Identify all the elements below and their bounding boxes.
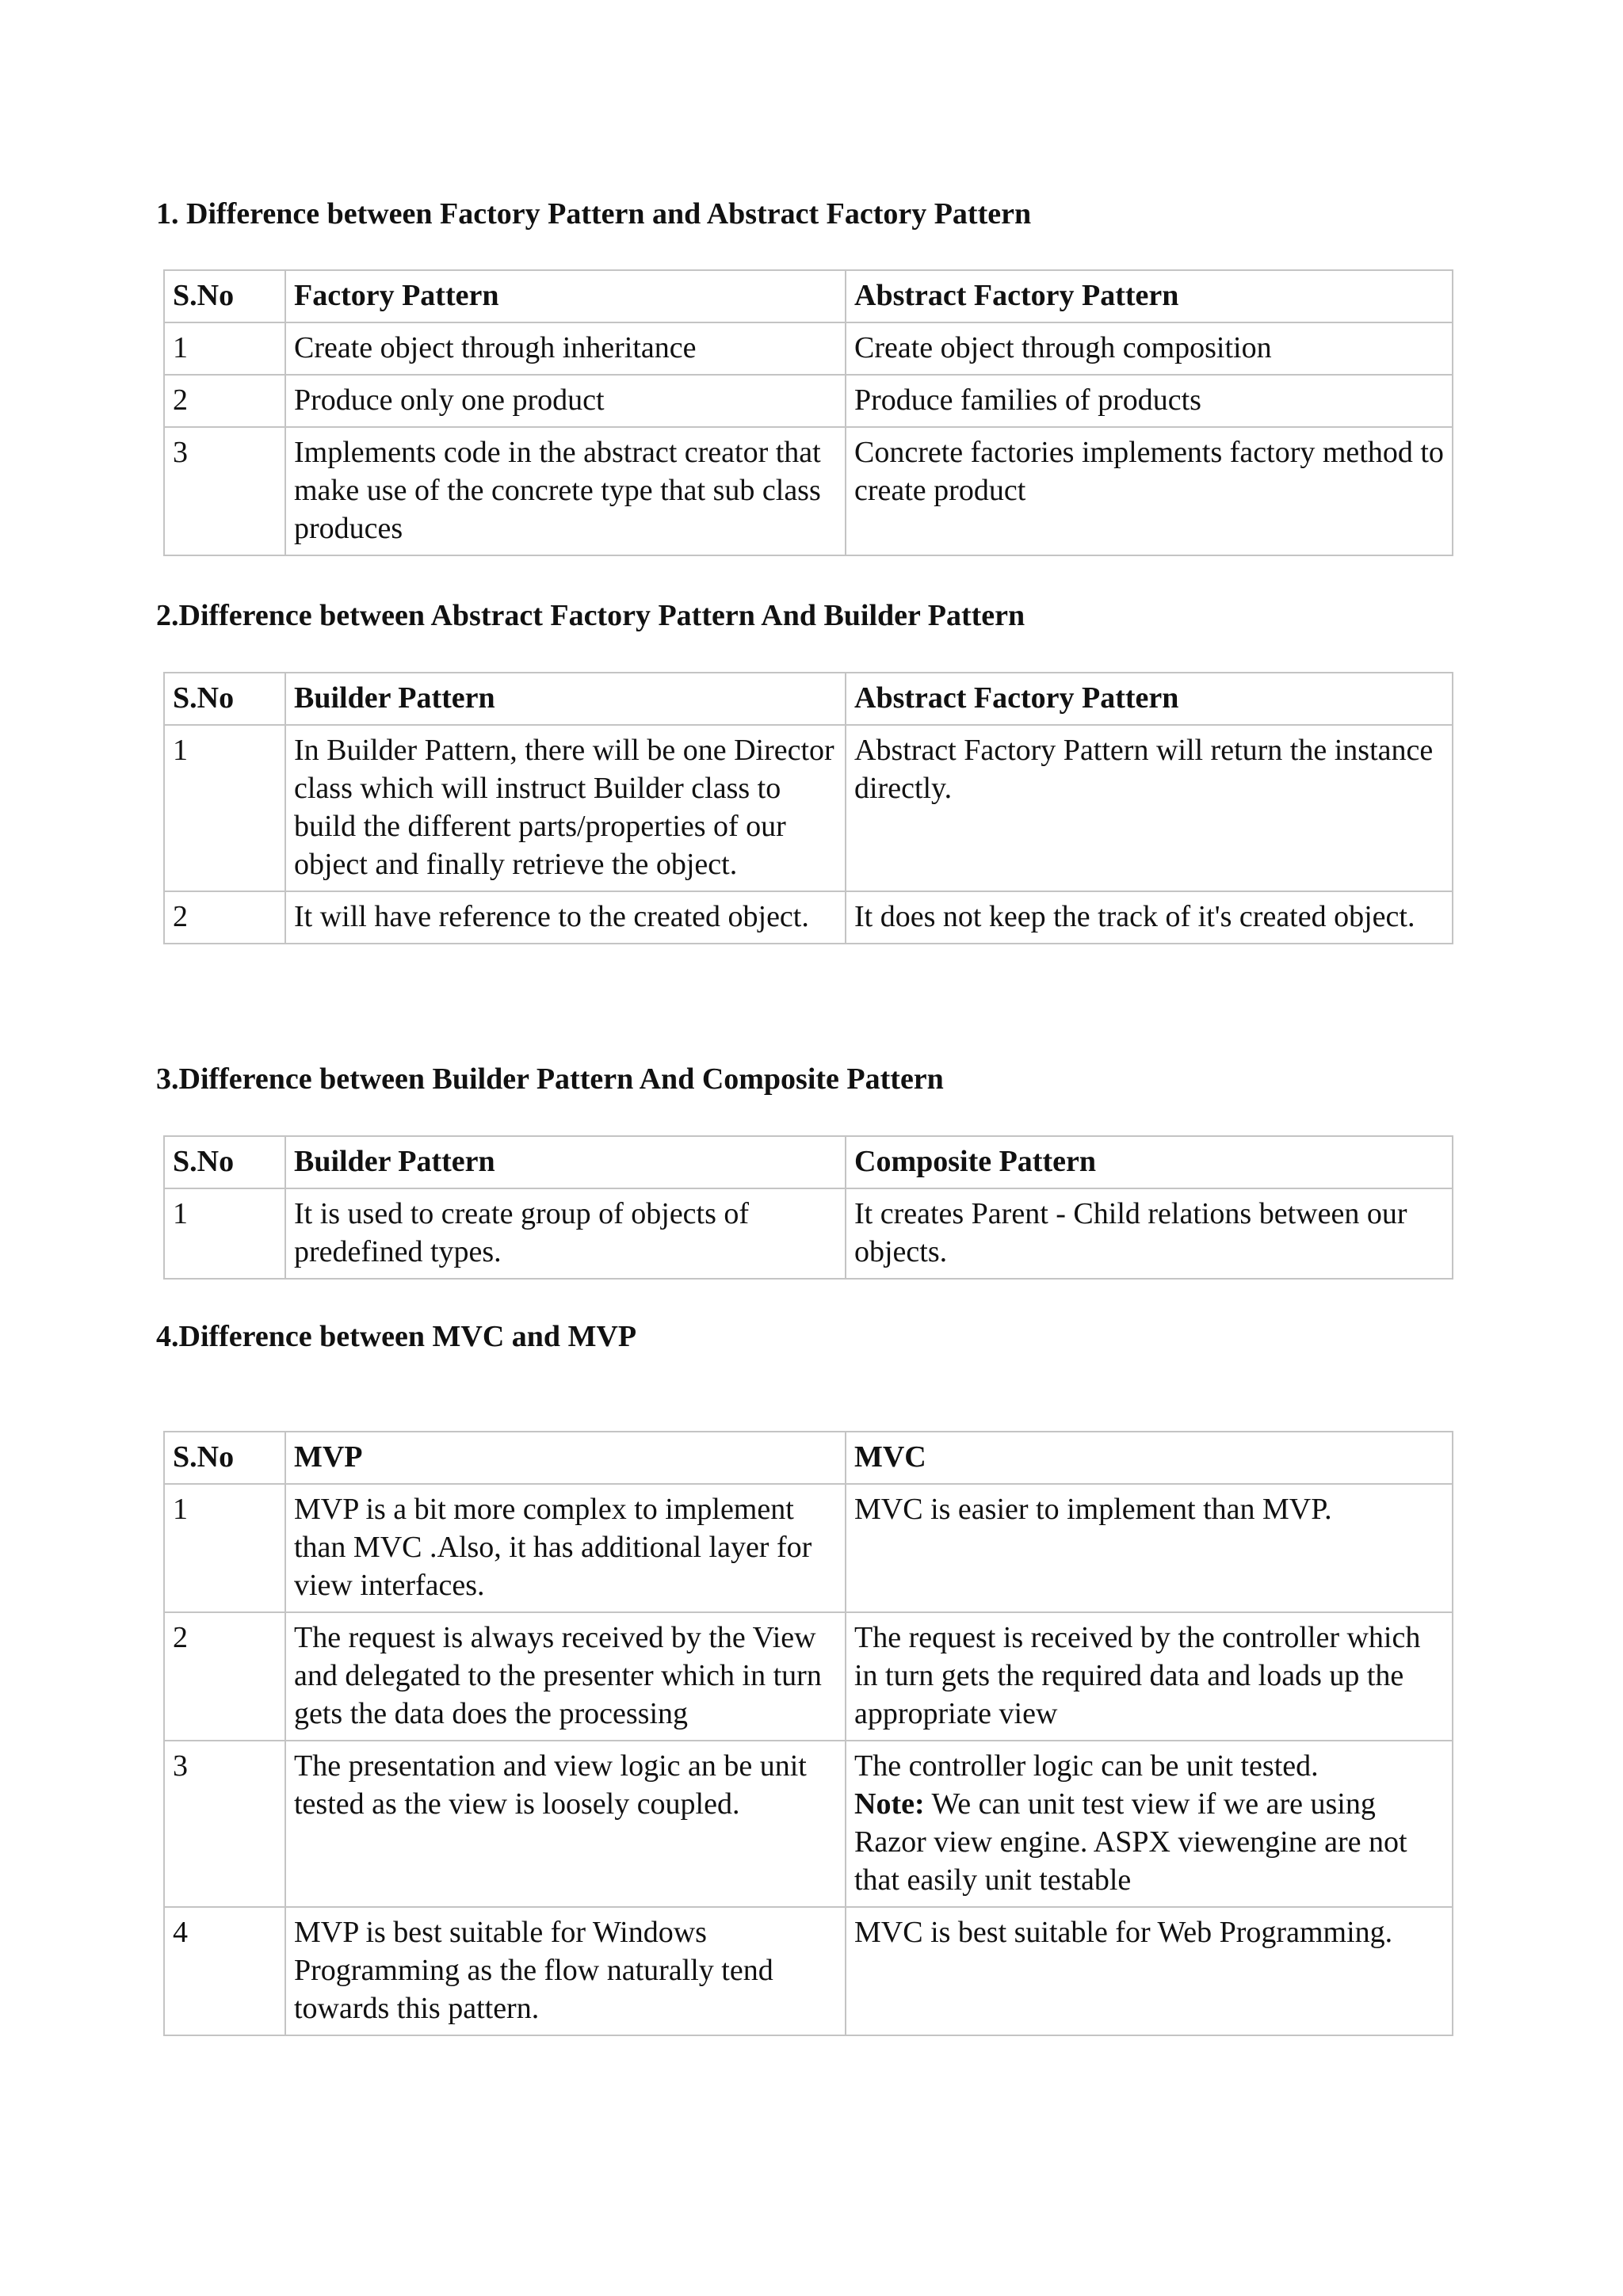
header-cell: Abstract Factory Pattern (846, 270, 1453, 322)
cell-text: The controller logic can be unit tested. (854, 1749, 1319, 1783)
builder-vs-composite-table (163, 1135, 1453, 1280)
table-cell: Produce families of products (846, 375, 1453, 427)
table-cell: MVP is best suitable for Windows Programming as the flow naturally tend towards this pattern. (285, 1907, 846, 2035)
table-cell: MVP is a bit more complex to implement than MVC .Also, it has additional layer for view interfaces. (285, 1484, 846, 1612)
note-text: We can unit test view if we are using Razor view engine. ASPX viewengine are not that easily unit testable (854, 1787, 1407, 1897)
table-cell: MVC is best suitable for Web Programming. (846, 1907, 1453, 2035)
table-cell: 3 (164, 427, 285, 555)
header-cell: Builder Pattern (285, 1136, 846, 1188)
table-cell: It will have reference to the created object. (285, 891, 846, 944)
table-row (164, 1907, 1453, 2035)
mvc-vs-mvp-table (163, 1431, 1453, 2036)
table-cell: Implements code in the abstract creator that make use of the concrete type that sub class produces (285, 427, 846, 555)
table-cell: Abstract Factory Pattern will return the instance directly. (846, 725, 1453, 891)
header-cell: Composite Pattern (846, 1136, 1453, 1188)
header-cell: Abstract Factory Pattern (846, 673, 1453, 725)
table-header-row (164, 673, 1453, 725)
header-cell: S.No (164, 673, 285, 725)
table-header-row (164, 270, 1453, 322)
table-cell: It is used to create group of objects of predefined types. (285, 1188, 846, 1279)
table-cell: Produce only one product (285, 375, 846, 427)
table-row (164, 322, 1453, 375)
table-row (164, 427, 1453, 555)
table-row (164, 1741, 1453, 1907)
table-cell: 4 (164, 1907, 285, 2035)
table-cell: In Builder Pattern, there will be one Director class which will instruct Builder class to build the different parts/properties of our object and finally retrieve the object. (285, 725, 846, 891)
table-row (164, 1188, 1453, 1279)
table-cell: Concrete factories implements factory method to create product (846, 427, 1453, 555)
table-cell: 1 (164, 1188, 285, 1279)
table-cell: Create object through composition (846, 322, 1453, 375)
note-label: Note: (854, 1787, 925, 1821)
section-3-heading: 3.Difference between Builder Pattern And Composite Pattern (156, 1062, 944, 1096)
section-2-heading: 2.Difference between Abstract Factory Pattern And Builder Pattern (156, 599, 1025, 632)
header-cell: S.No (164, 270, 285, 322)
table-cell: It creates Parent - Child relations between our objects. (846, 1188, 1453, 1279)
table-cell: 2 (164, 891, 285, 944)
table-cell: The request is received by the controller which in turn gets the required data and loads up the appropriate view (846, 1612, 1453, 1741)
table-cell: It does not keep the track of it's created object. (846, 891, 1453, 944)
table-cell: MVC is easier to implement than MVP. (846, 1484, 1453, 1612)
header-cell: MVP (285, 1432, 846, 1484)
factory-vs-abstract-factory-table (163, 269, 1453, 556)
table-row (164, 725, 1453, 891)
table-row (164, 1484, 1453, 1612)
table-cell: 1 (164, 322, 285, 375)
table-cell: 2 (164, 375, 285, 427)
table-row (164, 891, 1453, 944)
abstract-factory-vs-builder-table (163, 672, 1453, 944)
section-4-heading: 4.Difference between MVC and MVP (156, 1320, 637, 1353)
table-header-row (164, 1432, 1453, 1484)
table-cell: The request is always received by the View and delegated to the presenter which in turn gets the data does the processing (285, 1612, 846, 1741)
table-cell: The presentation and view logic an be unit tested as the view is loosely coupled. (285, 1741, 846, 1907)
header-cell: S.No (164, 1136, 285, 1188)
table-cell: Create object through inheritance (285, 322, 846, 375)
table-row (164, 375, 1453, 427)
table-header-row (164, 1136, 1453, 1188)
header-cell: MVC (846, 1432, 1453, 1484)
table-cell: 1 (164, 725, 285, 891)
header-cell: S.No (164, 1432, 285, 1484)
section-1-heading: 1. Difference between Factory Pattern and Abstract Factory Pattern (156, 197, 1032, 231)
table-cell: 1 (164, 1484, 285, 1612)
table-cell: 3 (164, 1741, 285, 1907)
table-cell-with-note (846, 1741, 1453, 1907)
header-cell: Builder Pattern (285, 673, 846, 725)
header-cell: Factory Pattern (285, 270, 846, 322)
table-cell: 2 (164, 1612, 285, 1741)
table-row (164, 1612, 1453, 1741)
